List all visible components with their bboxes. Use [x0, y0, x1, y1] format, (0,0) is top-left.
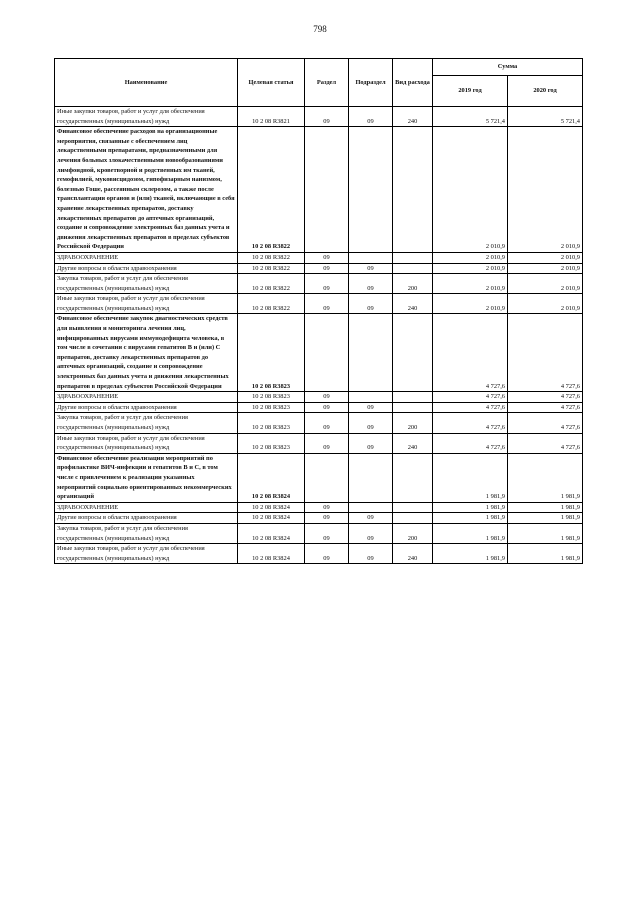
amount-2019-cell: 2 010,9 — [433, 274, 508, 294]
table-row — [55, 544, 583, 564]
target-code-cell: 10 2 08 R3821 — [238, 107, 305, 127]
expense-type-cell — [393, 127, 433, 253]
amount-2019-cell: 1 981,9 — [433, 502, 508, 513]
amount-2019-cell: 1 981,9 — [433, 544, 508, 564]
amount-2020-cell: 2 010,9 — [508, 252, 583, 263]
amount-2020-cell: 1 981,9 — [508, 502, 583, 513]
target-code-cell: 10 2 08 R3822 — [238, 274, 305, 294]
section-cell: 09 — [305, 274, 349, 294]
amount-2019-cell: 4 727,6 — [433, 413, 508, 433]
expense-type-cell: 240 — [393, 294, 433, 314]
expense-type-cell — [393, 502, 433, 513]
name-cell: Финансовое обеспечение закупок диагностических средств для выявления и мониторинга лечения лиц, инфицированных вирусами иммунодефицита человека, в том числе в сочетании с вирусами гепатитов В и (или) С препаратов, доставку лекарственных препаратов до аптечных организаций, создание и сопровождение электронных баз данных учета и движения лекарственных препаратов в пределах субъектов Российской Федерации — [55, 314, 238, 392]
expense-type-cell: 200 — [393, 413, 433, 433]
expense-type-cell: 200 — [393, 523, 433, 543]
amount-2020-cell: 2 010,9 — [508, 274, 583, 294]
amount-2019-cell: 1 981,9 — [433, 513, 508, 524]
section-cell — [305, 314, 349, 392]
target-code-cell: 10 2 08 R3824 — [238, 513, 305, 524]
expense-type-cell: 240 — [393, 107, 433, 127]
budget-table — [54, 58, 583, 564]
table-row — [55, 502, 583, 513]
expense-type-cell: 200 — [393, 274, 433, 294]
header-subsection: Подраздел — [349, 59, 393, 107]
subsection-cell: 09 — [349, 513, 393, 524]
subsection-cell: 09 — [349, 294, 393, 314]
amount-2019-cell: 2 010,9 — [433, 294, 508, 314]
target-code-cell: 10 2 08 R3824 — [238, 544, 305, 564]
name-cell: ЗДРАВООХРАНЕНИЕ — [55, 252, 238, 263]
section-cell: 09 — [305, 502, 349, 513]
amount-2020-cell: 1 981,9 — [508, 523, 583, 543]
amount-2019-cell: 4 727,6 — [433, 402, 508, 413]
table-row — [55, 433, 583, 453]
section-cell: 09 — [305, 294, 349, 314]
target-code-cell: 10 2 08 R3823 — [238, 402, 305, 413]
table-row — [55, 523, 583, 543]
target-code-cell: 10 2 08 R3822 — [238, 263, 305, 274]
name-cell: ЗДРАВООХРАНЕНИЕ — [55, 392, 238, 403]
subsection-cell — [349, 453, 393, 502]
amount-2019-cell: 2 010,9 — [433, 252, 508, 263]
name-cell: Иные закупки товаров, работ и услуг для обеспечения государственных (муниципальных) нужд — [55, 107, 238, 127]
subsection-cell: 09 — [349, 263, 393, 274]
name-cell: Другие вопросы в области здравоохранения — [55, 513, 238, 524]
section-cell — [305, 453, 349, 502]
section-cell: 09 — [305, 544, 349, 564]
amount-2020-cell: 4 727,6 — [508, 413, 583, 433]
target-code-cell: 10 2 08 R3822 — [238, 294, 305, 314]
amount-2020-cell: 1 981,9 — [508, 453, 583, 502]
header-sum: Сумма — [433, 59, 583, 76]
section-cell: 09 — [305, 107, 349, 127]
subsection-cell: 09 — [349, 433, 393, 453]
target-code-cell: 10 2 08 R3823 — [238, 314, 305, 392]
section-cell: 09 — [305, 513, 349, 524]
subsection-cell: 09 — [349, 413, 393, 433]
subsection-cell — [349, 502, 393, 513]
target-code-cell: 10 2 08 R3824 — [238, 502, 305, 513]
header-year-2020: 2020 год — [508, 76, 583, 107]
amount-2020-cell: 4 727,6 — [508, 402, 583, 413]
name-cell: Закупка товаров, работ и услуг для обеспечения государственных (муниципальных) нужд — [55, 413, 238, 433]
expense-type-cell — [393, 392, 433, 403]
header-expense-type: Вид расхода — [393, 59, 433, 107]
section-cell: 09 — [305, 413, 349, 433]
target-code-cell: 10 2 08 R3823 — [238, 413, 305, 433]
target-code-cell: 10 2 08 R3823 — [238, 433, 305, 453]
expense-type-cell: 240 — [393, 433, 433, 453]
amount-2020-cell: 5 721,4 — [508, 107, 583, 127]
expense-type-cell — [393, 402, 433, 413]
amount-2020-cell: 2 010,9 — [508, 127, 583, 253]
amount-2020-cell: 4 727,6 — [508, 433, 583, 453]
amount-2019-cell: 2 010,9 — [433, 127, 508, 253]
section-cell: 09 — [305, 523, 349, 543]
table-row — [55, 314, 583, 392]
section-cell: 09 — [305, 263, 349, 274]
name-cell: Иные закупки товаров, работ и услуг для обеспечения государственных (муниципальных) нужд — [55, 433, 238, 453]
table-row — [55, 274, 583, 294]
amount-2020-cell: 2 010,9 — [508, 294, 583, 314]
amount-2019-cell: 2 010,9 — [433, 263, 508, 274]
page-number: 798 — [313, 24, 327, 34]
amount-2020-cell: 1 981,9 — [508, 544, 583, 564]
name-cell: ЗДРАВООХРАНЕНИЕ — [55, 502, 238, 513]
section-cell: 09 — [305, 402, 349, 413]
table-row — [55, 294, 583, 314]
subsection-cell: 09 — [349, 402, 393, 413]
subsection-cell: 09 — [349, 523, 393, 543]
expense-type-cell — [393, 513, 433, 524]
table-row — [55, 513, 583, 524]
header-section: Раздел — [305, 59, 349, 107]
table-header-row — [55, 59, 583, 76]
subsection-cell — [349, 392, 393, 403]
name-cell: Другие вопросы в области здравоохранения — [55, 402, 238, 413]
subsection-cell: 09 — [349, 107, 393, 127]
expense-type-cell — [393, 314, 433, 392]
amount-2019-cell: 4 727,6 — [433, 392, 508, 403]
target-code-cell: 10 2 08 R3824 — [238, 523, 305, 543]
amount-2019-cell: 4 727,6 — [433, 314, 508, 392]
amount-2019-cell: 4 727,6 — [433, 433, 508, 453]
subsection-cell — [349, 252, 393, 263]
table-row — [55, 263, 583, 274]
name-cell: Финансовое обеспечение расходов на организационные мероприятия, связанные с обеспечением лиц лекарственными препаратами, предназначенными для лечения больных злокачественными новообразованиями лимфоидной, кроветворной и родственных им тканей, гемофилией, муковисцидозом, гипофизарным нанизмом, болезнью Гоше, рассеянным склерозом, а также после трансплантации органов и (или) тканей, включающие в себя хранение лекарственных препаратов, доставку лекарственных препаратов до аптечных организаций, создание и сопровождение электронных баз данных учета и движения лекарственных препаратов в пределах субъектов Российской Федерации — [55, 127, 238, 253]
table-row — [55, 402, 583, 413]
target-code-cell: 10 2 08 R3822 — [238, 127, 305, 253]
section-cell — [305, 127, 349, 253]
table-row — [55, 127, 583, 253]
name-cell: Иные закупки товаров, работ и услуг для обеспечения государственных (муниципальных) нужд — [55, 544, 238, 564]
subsection-cell: 09 — [349, 274, 393, 294]
section-cell: 09 — [305, 252, 349, 263]
subsection-cell — [349, 314, 393, 392]
expense-type-cell — [393, 252, 433, 263]
target-code-cell: 10 2 08 R3824 — [238, 453, 305, 502]
amount-2020-cell: 2 010,9 — [508, 263, 583, 274]
table-row — [55, 453, 583, 502]
header-name: Наименование — [55, 59, 238, 107]
amount-2020-cell: 4 727,6 — [508, 392, 583, 403]
header-target: Целевая статья — [238, 59, 305, 107]
name-cell: Иные закупки товаров, работ и услуг для обеспечения государственных (муниципальных) нужд — [55, 294, 238, 314]
expense-type-cell: 240 — [393, 544, 433, 564]
section-cell: 09 — [305, 433, 349, 453]
table-row — [55, 252, 583, 263]
table-body — [55, 107, 583, 564]
name-cell: Закупка товаров, работ и услуг для обеспечения государственных (муниципальных) нужд — [55, 274, 238, 294]
target-code-cell: 10 2 08 R3822 — [238, 252, 305, 263]
table-row — [55, 392, 583, 403]
table-row — [55, 413, 583, 433]
table-row — [55, 107, 583, 127]
name-cell: Другие вопросы в области здравоохранения — [55, 263, 238, 274]
expense-type-cell — [393, 453, 433, 502]
name-cell: Финансовое обеспечение реализации мероприятий по профилактике ВИЧ-инфекции и гепатитов В и С, в том числе с привлечением к реализации указанных мероприятий социально ориентированных некоммерческих организаций — [55, 453, 238, 502]
name-cell: Закупка товаров, работ и услуг для обеспечения государственных (муниципальных) нужд — [55, 523, 238, 543]
amount-2019-cell: 1 981,9 — [433, 453, 508, 502]
amount-2019-cell: 5 721,4 — [433, 107, 508, 127]
subsection-cell: 09 — [349, 544, 393, 564]
header-year-2019: 2019 год — [433, 76, 508, 107]
section-cell: 09 — [305, 392, 349, 403]
target-code-cell: 10 2 08 R3823 — [238, 392, 305, 403]
subsection-cell — [349, 127, 393, 253]
amount-2020-cell: 1 981,9 — [508, 513, 583, 524]
amount-2020-cell: 4 727,6 — [508, 314, 583, 392]
expense-type-cell — [393, 263, 433, 274]
amount-2019-cell: 1 981,9 — [433, 523, 508, 543]
